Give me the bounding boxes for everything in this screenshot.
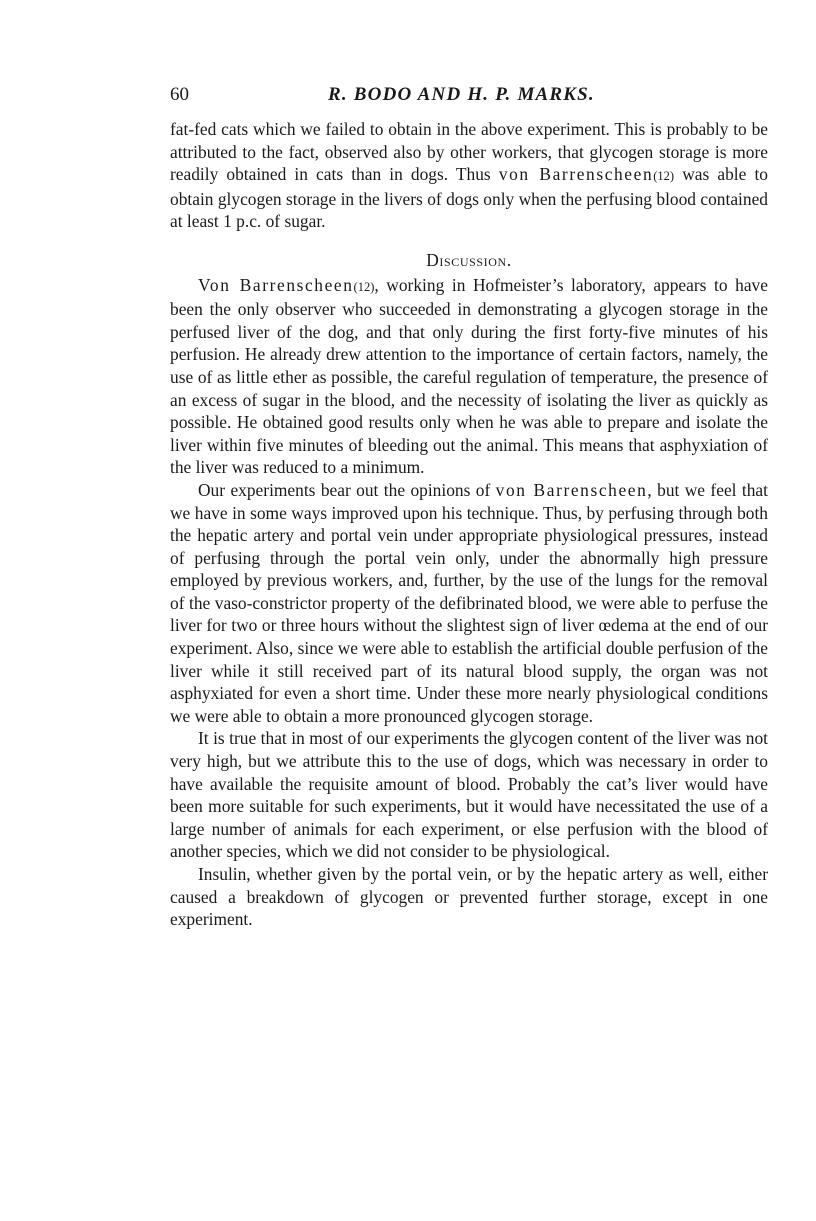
paragraph	[170, 479, 768, 728]
paragraph-text: , but we feel that we have in some ways improved upon his technique. Thus, by perfusing through both the hepatic artery and portal vein under appropriate physiological pressures, instead of perfusing through the portal vein only, under the abnormally high pressure employed by previous workers, and, further, by the use of the lungs for the removal of the vaso-constrictor property of the defibrinated blood, we were able to perfuse the liver for two or three hours without the slightest sign of liver œdema at the end of our experiment. Also, since we were able to establish the artificial double perfusion of the liver while it still received part of its natural blood supply, the organ was not asphyxiated for even a short time. Under these more nearly physiological conditions we were able to obtain a more pronounced glycogen storage.	[170, 479, 768, 726]
reference-marker: (12)	[653, 169, 675, 184]
paragraph-text: , working in Hofmeister’s laboratory, appears to have been the only observer who succeeded in demonstrating a glycogen storage in the perfused liver of the dog, and that only during the first forty-five minutes of his perfusion. He already drew attention to the importance of certain factors, namely, the use of as little ether as possible, the careful regulation of temperature, the presence of an excess of sugar in the blood, and the necessity of isolating the liver as quickly as possible. He obtained good results only when he was able to prepare and isolate the liver within five minutes of bleeding out the animal. This means that asphyxiation of the liver was reduced to a minimum.	[170, 274, 768, 478]
paragraph: It is true that in most of our experiments the glycogen content of the liver was not very high, but we attribute this to the use of dogs, which was necessary in order to have available the requisite amount of blood. Probably the cat’s liver would have been more suitable for such experiments, but it would have necessitated the use of a large number of animals for each experiment, or else perfusion with the blood of another species, which we did not consider to be physiological.	[170, 728, 768, 862]
paragraph	[170, 274, 768, 479]
running-title: R. BODO AND H. P. MARKS.	[328, 84, 595, 105]
reference-marker: (12)	[353, 279, 375, 294]
paragraph: Insulin, whether given by the portal vein, or by the hepatic artery as well, either caused a breakdown of glycogen or prevented further storage, except in one experiment.	[170, 864, 768, 930]
paragraph-text: fat-fed cats which we failed to obtain in the above experiment. This is probably to be attributed to the fact, observed also by other workers, that glycogen storage is more readily obtained in cats than in dogs. Thus	[170, 119, 768, 185]
paragraph-continuation	[170, 118, 768, 233]
page-number: 60	[170, 84, 189, 105]
author-name: von Barrenscheen	[495, 479, 648, 500]
author-name: von Barrenscheen	[498, 164, 654, 185]
paragraph-text: Our experiments bear out the opinions of	[198, 479, 491, 500]
running-header	[170, 80, 768, 110]
page-content	[170, 80, 768, 931]
section-heading: Discussion.	[426, 249, 512, 270]
author-name: Von Barrenscheen	[198, 274, 354, 295]
paragraph-text: was able to obtain glycogen storage in the livers of dogs only when the perfusing blood contained at least 1 p.c. of sugar.	[170, 164, 768, 232]
